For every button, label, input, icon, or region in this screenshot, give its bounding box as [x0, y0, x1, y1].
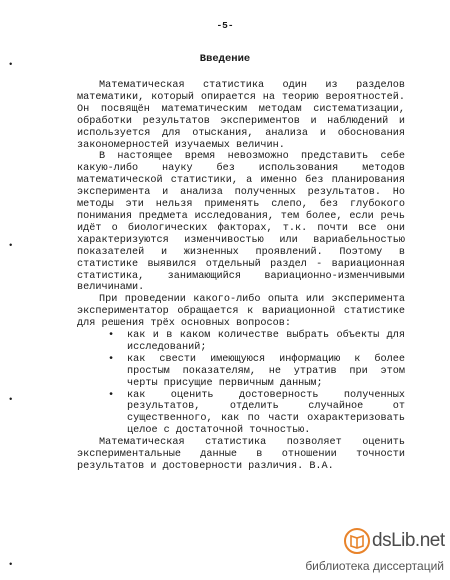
margin-mark: •	[8, 560, 14, 570]
section-heading: Введение	[199, 53, 251, 65]
bullet-icon: •	[108, 389, 115, 401]
margin-mark: •	[8, 241, 14, 251]
body-text	[77, 80, 405, 473]
bullet-list	[77, 330, 405, 437]
paragraph: В настоящее время невозможно представить себе какую-либо науку без использования методов математической статистики, а именно без планирования эксперимента и анализа полученных результатов. Но методы эти нельзя применять слепо, без глубокого понимания предмета исследования, тем более, если речь идёт о биологических факторах, т.к. почти все они характеризуются изменчивостью или вариабельностью показателей и жизненных проявлений. Поэтому в статистике выявился отдельный раздел - вариационная статистика, занимающийся вариационно-изменчивыми величинами.	[77, 151, 405, 294]
watermark-name: dsLib.net	[372, 530, 445, 551]
bullet-icon: •	[108, 353, 115, 365]
margin-mark: •	[8, 60, 14, 70]
list-item	[100, 330, 405, 354]
list-item	[100, 354, 405, 390]
watermark-subtitle: библиотека диссертаций	[305, 559, 444, 573]
book-icon	[344, 528, 370, 554]
paragraph: Математическая статистика позволяет оценить экспериментальные данные в отношении точности результатов и достоверности различия. В.А.	[77, 437, 405, 472]
list-item-text: как оценить достоверность полученных результатов, отделить случайное от существенного, как по части охарактеризовать целое с достаточной точностью.	[127, 389, 405, 437]
watermark[interactable]	[270, 528, 450, 580]
paragraph: При проведении какого-либо опыта или эксперимента экспериментатор обращается к вариационной статистике для решения трёх основных вопросов:	[77, 294, 405, 330]
margin-mark: •	[8, 395, 14, 405]
bullet-icon: •	[108, 330, 115, 342]
list-item-text: как и в каком количестве выбрать объекты для исследований;	[127, 330, 405, 353]
list-item-text: как свести имеющуюся информацию к более простым показателям, не утратив при этом черты присущие первичным данным;	[127, 353, 405, 389]
list-item	[100, 390, 405, 438]
paragraph: Математическая статистика один из разделов математики, который опирается на теорию вероятностей. Он посвящён математическим методам систематизации, обработки результатов экспериментов и наблюдений и используется для отыскания, анализа и обоснования закономерностей изучаемых величин.	[77, 80, 405, 151]
page-number: -5-	[216, 20, 234, 31]
